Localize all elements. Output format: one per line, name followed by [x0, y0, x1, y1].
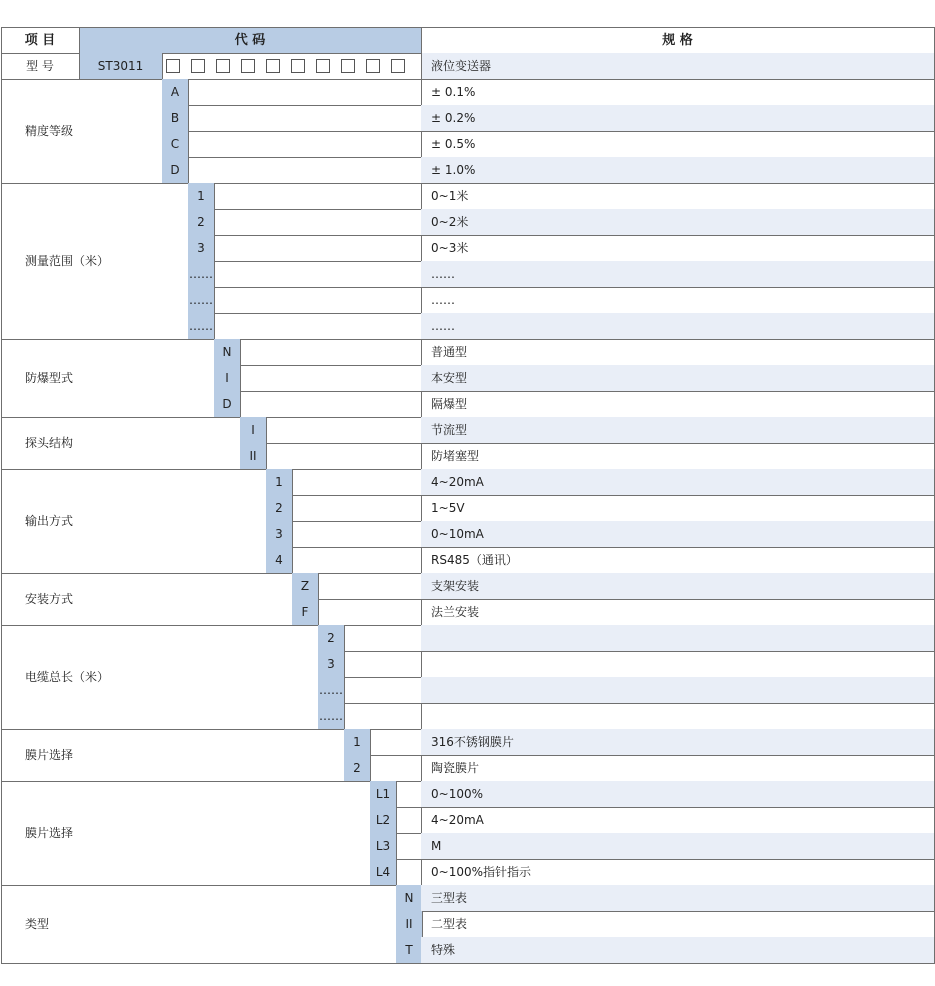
grid-line: [421, 53, 422, 80]
option-code: 1: [188, 183, 214, 209]
option-code: L2: [370, 807, 396, 833]
option-spec: ……: [431, 293, 455, 307]
option-spec: 陶瓷膜片: [431, 761, 480, 775]
option-spec: 本安型: [421, 365, 934, 391]
option-spec: ± 1.0%: [421, 157, 934, 183]
grid-line: [421, 27, 422, 54]
option-code: D: [162, 157, 188, 183]
option-spec: [421, 625, 934, 651]
grid-line: [79, 27, 80, 54]
option-spec: 0~100%指针指示: [431, 865, 531, 879]
option-spec: 节流型: [421, 417, 934, 443]
option-spec: [421, 651, 934, 677]
option-spec: ± 0.2%: [421, 105, 934, 131]
option-code: 3: [318, 651, 344, 677]
option-code: 1: [344, 729, 370, 755]
option-spec: 普通型: [431, 345, 468, 359]
option-code: ……: [318, 677, 344, 703]
option-spec: 防堵塞型: [431, 449, 480, 463]
option-spec: ……: [421, 261, 934, 287]
option-code: L3: [370, 833, 396, 859]
option-code: 2: [266, 495, 292, 521]
group-label: 膜片选择: [25, 826, 74, 840]
option-code: A: [162, 79, 188, 105]
option-code: B: [162, 105, 188, 131]
header-spec: 规 格: [662, 32, 693, 48]
option-code: II: [240, 443, 266, 469]
option-code: ……: [188, 287, 214, 313]
option-spec: ……: [421, 313, 934, 339]
option-code: II: [396, 911, 422, 937]
grid-line: [162, 53, 163, 80]
group-label: 探头结构: [25, 436, 74, 450]
code-box: [191, 59, 205, 73]
option-spec: ± 0.5%: [431, 137, 476, 151]
option-spec: 1~5V: [431, 501, 465, 515]
group-label: 输出方式: [25, 514, 74, 528]
grid-line: [240, 339, 241, 418]
option-code: 3: [266, 521, 292, 547]
code-box: [216, 59, 230, 73]
option-code: 3: [188, 235, 214, 261]
model-spec: 液位变送器: [421, 53, 934, 79]
group-label: 安装方式: [25, 592, 74, 606]
group-label: 电缆总长（米）: [25, 670, 110, 684]
option-spec: 法兰安装: [431, 605, 480, 619]
option-spec: 0~2米: [421, 209, 934, 235]
option-spec: 二型表: [431, 917, 468, 931]
option-spec: 隔爆型: [431, 397, 468, 411]
option-code: 2: [318, 625, 344, 651]
option-code: C: [162, 131, 188, 157]
model-label: 型 号: [26, 59, 54, 73]
option-code: I: [214, 365, 240, 391]
option-spec: 支架安装: [421, 573, 934, 599]
option-code: I: [240, 417, 266, 443]
code-box: [166, 59, 180, 73]
option-spec: ± 0.1%: [431, 85, 476, 99]
header-item: 项 目: [24, 32, 56, 48]
option-spec: 0~1米: [431, 189, 469, 203]
code-box: [241, 59, 255, 73]
option-spec: 4~20mA: [431, 813, 484, 827]
option-spec: RS485（通讯）: [431, 553, 518, 567]
option-spec: 0~10mA: [421, 521, 934, 547]
option-code: L4: [370, 859, 396, 885]
option-spec: 三型表: [421, 885, 934, 911]
group-label: 精度等级: [25, 124, 74, 138]
code-box: [316, 59, 330, 73]
header-code: 代 码: [79, 27, 421, 53]
option-code: 2: [188, 209, 214, 235]
group-label: 防爆型式: [25, 371, 74, 385]
option-code: L1: [370, 781, 396, 807]
option-code: D: [214, 391, 240, 417]
option-spec: M: [421, 833, 934, 859]
option-code: N: [396, 885, 422, 911]
grid-line: [1, 963, 935, 964]
model-code: ST3011: [79, 53, 162, 79]
option-spec: [421, 703, 934, 729]
option-code: ……: [188, 261, 214, 287]
option-code: T: [396, 937, 422, 963]
option-spec: 316不锈钢膜片: [421, 729, 934, 755]
option-code: 4: [266, 547, 292, 573]
option-code: 1: [266, 469, 292, 495]
grid-line: [1, 27, 2, 964]
grid-line: [79, 53, 80, 80]
option-spec: 0~100%: [421, 781, 934, 807]
option-code: N: [214, 339, 240, 365]
option-spec: 4~20mA: [421, 469, 934, 495]
code-box: [366, 59, 380, 73]
code-box: [341, 59, 355, 73]
option-code: ……: [188, 313, 214, 339]
option-code: ……: [318, 703, 344, 729]
model-code-boxes: [162, 53, 421, 79]
code-box: [291, 59, 305, 73]
option-spec: [421, 677, 934, 703]
option-spec: 特殊: [421, 937, 934, 963]
code-box: [266, 59, 280, 73]
code-box: [391, 59, 405, 73]
option-code: F: [292, 599, 318, 625]
option-code: Z: [292, 573, 318, 599]
group-label: 膜片选择: [25, 748, 74, 762]
grid-line: [1, 27, 935, 28]
group-label: 类型: [25, 917, 50, 931]
option-code: 2: [344, 755, 370, 781]
group-label: 测量范围（米）: [25, 254, 110, 268]
option-spec: 0~3米: [431, 241, 469, 255]
